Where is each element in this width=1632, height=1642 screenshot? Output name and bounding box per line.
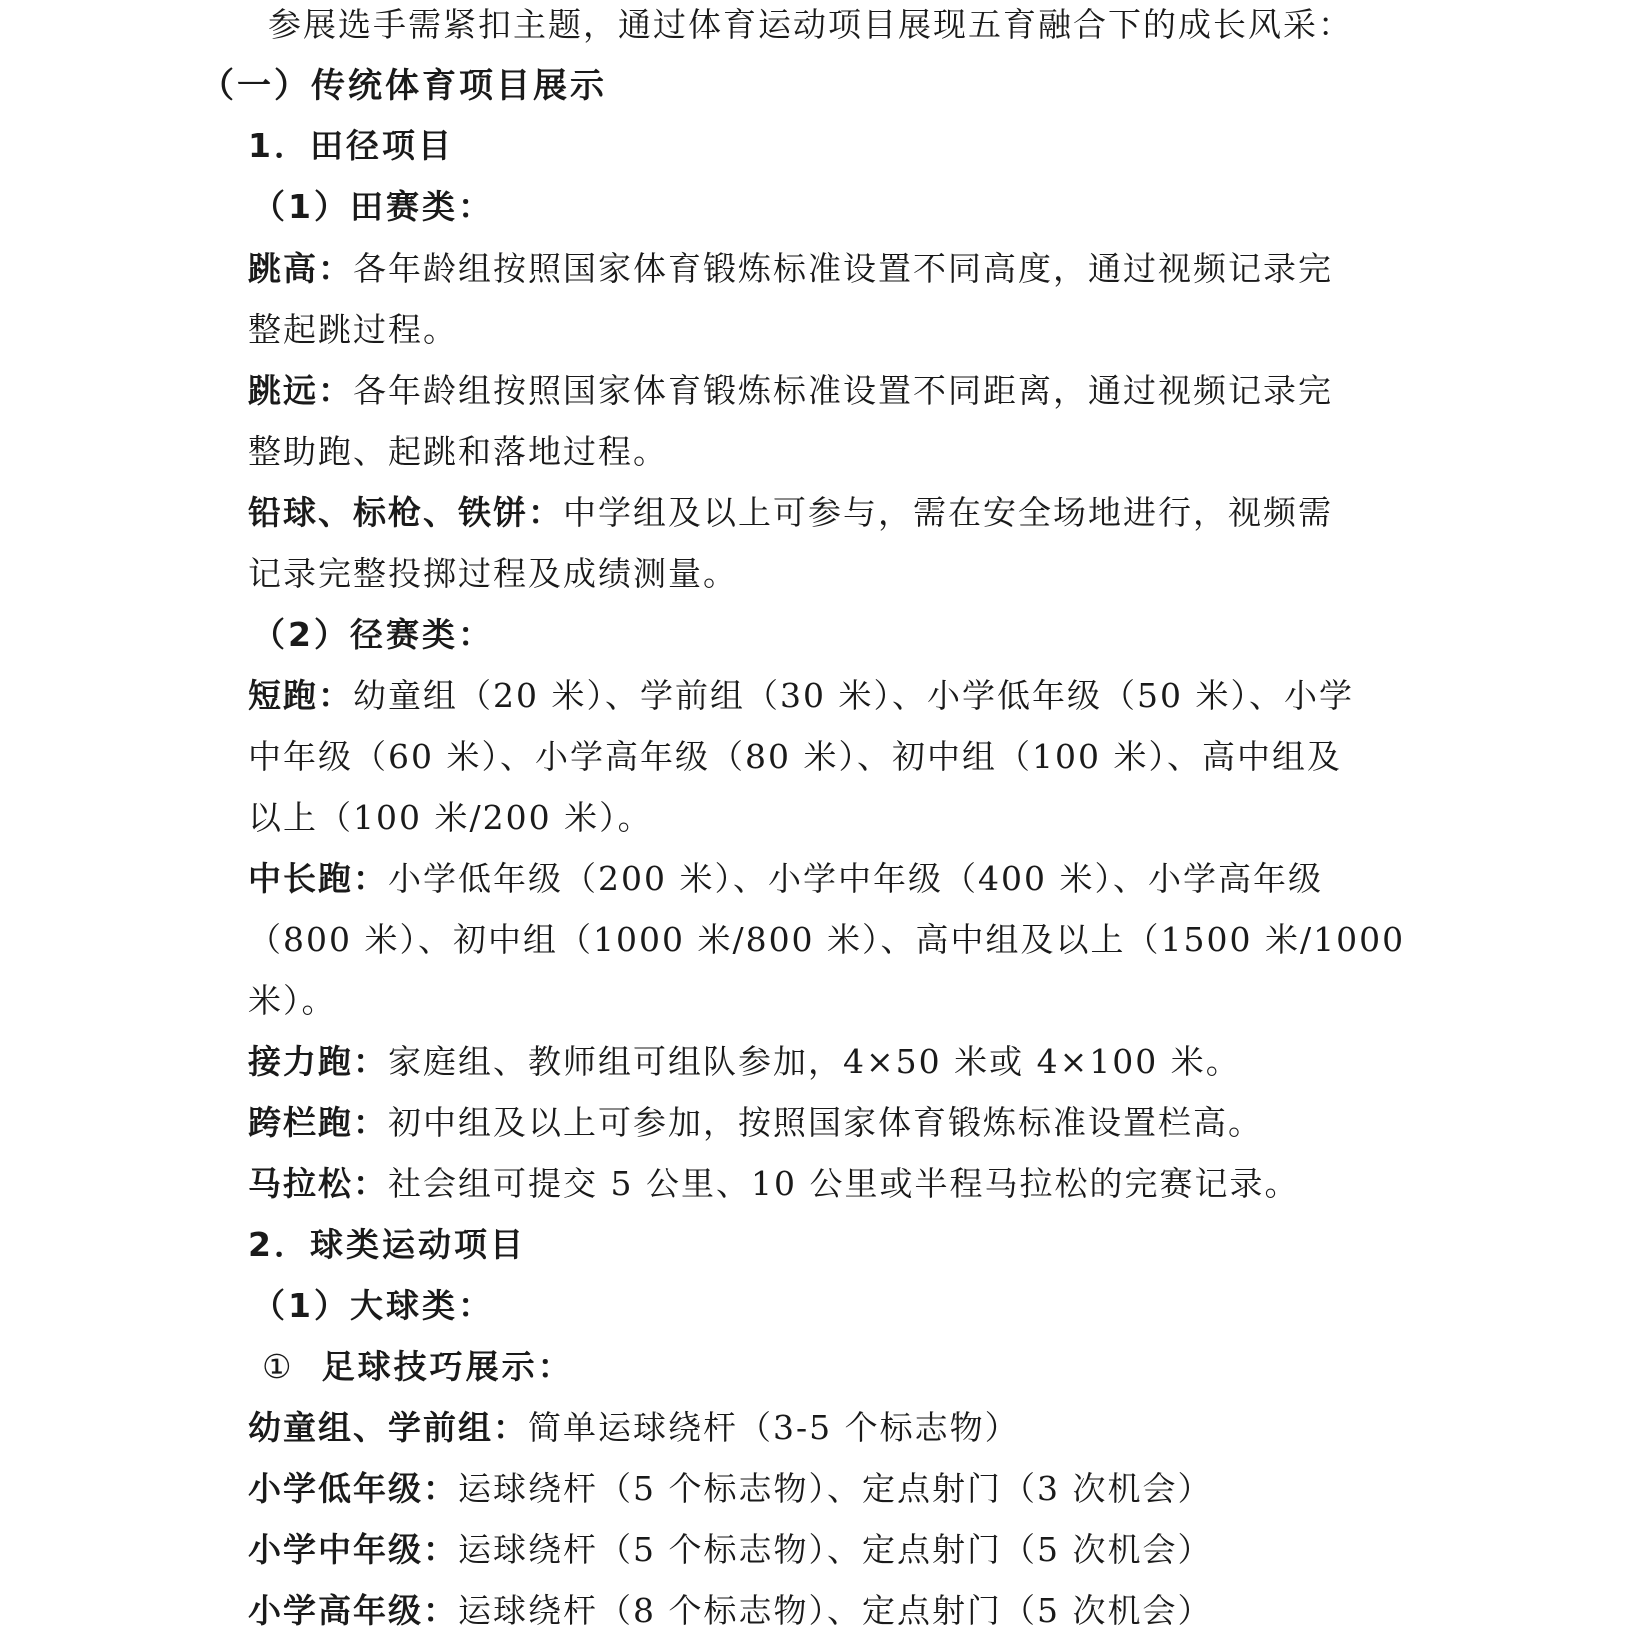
- paragraph-throws: [248, 491, 1333, 535]
- football-skills-title: 足球技巧展示：: [321, 1347, 574, 1386]
- term-long-jump: 跳远：: [248, 371, 353, 410]
- text-hurdles: 初中组及以上可参加，按照国家体育锻炼标准设置栏高。: [388, 1103, 1263, 1142]
- paragraph-hurdles: [248, 1101, 1263, 1145]
- football-row-text: 运球绕杆（8 个标志物）、定点射门（5 次机会）: [458, 1591, 1213, 1630]
- text-relay: 家庭组、教师组可组队参加，4×50 米或 4×100 米。: [388, 1042, 1241, 1081]
- term-marathon: 马拉松：: [248, 1164, 388, 1203]
- circled-number-marker: ①: [262, 1347, 294, 1386]
- category-title-field-events: （1）田赛类：: [252, 187, 494, 226]
- football-row-primary-middle: [248, 1528, 1212, 1572]
- term-middle-long: 中长跑：: [248, 859, 388, 898]
- text-high-jump-line2: 整起跳过程。: [248, 310, 458, 349]
- football-row-text: 运球绕杆（5 个标志物）、定点射门（5 次机会）: [458, 1530, 1213, 1569]
- text-long-jump-line1: 各年龄组按照国家体育锻炼标准设置不同距离，通过视频记录完: [353, 371, 1333, 410]
- subsection-title-track-field: 1．田径项目: [248, 126, 454, 165]
- text-marathon: 社会组可提交 5 公里、10 公里或半程马拉松的完赛记录。: [388, 1164, 1300, 1203]
- text-long-jump-line2: 整助跑、起跳和落地过程。: [248, 432, 668, 471]
- paragraph-middle-long: [248, 857, 1323, 901]
- text-sprint-line2: 中年级（60 米）、小学高年级（80 米）、初中组（100 米）、高中组及: [248, 737, 1342, 776]
- text-throws-line2: 记录完整投掷过程及成绩测量。: [248, 554, 738, 593]
- text-middle-long-line1: 小学低年级（200 米）、小学中年级（400 米）、小学高年级: [388, 859, 1323, 898]
- football-row-primary-lower: [248, 1467, 1212, 1511]
- category-title-big-ball: （1）大球类：: [252, 1286, 494, 1325]
- category-title-track-events: （2）径赛类：: [252, 615, 494, 654]
- football-row-text: 运球绕杆（5 个标志物）、定点射门（3 次机会）: [458, 1469, 1213, 1508]
- term-hurdles: 跨栏跑：: [248, 1103, 388, 1142]
- football-row-text: 简单运球绕杆（3-5 个标志物）: [528, 1408, 1020, 1447]
- section-heading: （一）传统体育项目展示: [200, 66, 607, 106]
- text-sprint-line1: 幼童组（20 米）、学前组（30 米）、小学低年级（50 米）、小学: [353, 676, 1354, 715]
- text-throws-line1: 中学组及以上可参与，需在安全场地进行，视频需: [563, 493, 1333, 532]
- term-relay: 接力跑：: [248, 1042, 388, 1081]
- text-middle-long-line3: 米）。: [248, 981, 337, 1020]
- text-sprint-line3: 以上（100 米/200 米）。: [248, 798, 653, 837]
- paragraph-relay: [248, 1040, 1241, 1084]
- intro-paragraph: 参展选手需紧扣主题，通过体育运动项目展现五育融合下的成长风采：: [268, 5, 1353, 44]
- paragraph-marathon: [248, 1162, 1299, 1206]
- term-throws: 铅球、标枪、铁饼：: [248, 493, 563, 532]
- text-middle-long-line2: （800 米）、初中组（1000 米/800 米）、高中组及以上（1500 米/1000: [248, 920, 1406, 959]
- football-row-label: 小学中年级：: [248, 1530, 458, 1569]
- subsection-title-ball-sports: 2．球类运动项目: [248, 1225, 526, 1264]
- football-row-label: 幼童组、学前组：: [248, 1408, 528, 1447]
- paragraph-high-jump: [248, 247, 1333, 291]
- term-high-jump: 跳高：: [248, 249, 353, 288]
- paragraph-sprint: [248, 674, 1354, 718]
- football-row-label: 小学低年级：: [248, 1469, 458, 1508]
- football-row-primary-upper: [248, 1589, 1212, 1633]
- term-sprint: 短跑：: [248, 676, 353, 715]
- item-football-skills: [262, 1345, 574, 1389]
- football-row-label: 小学高年级：: [248, 1591, 458, 1630]
- text-high-jump-line1: 各年龄组按照国家体育锻炼标准设置不同高度，通过视频记录完: [353, 249, 1333, 288]
- football-row-preschool: [248, 1406, 1020, 1450]
- paragraph-long-jump: [248, 369, 1333, 413]
